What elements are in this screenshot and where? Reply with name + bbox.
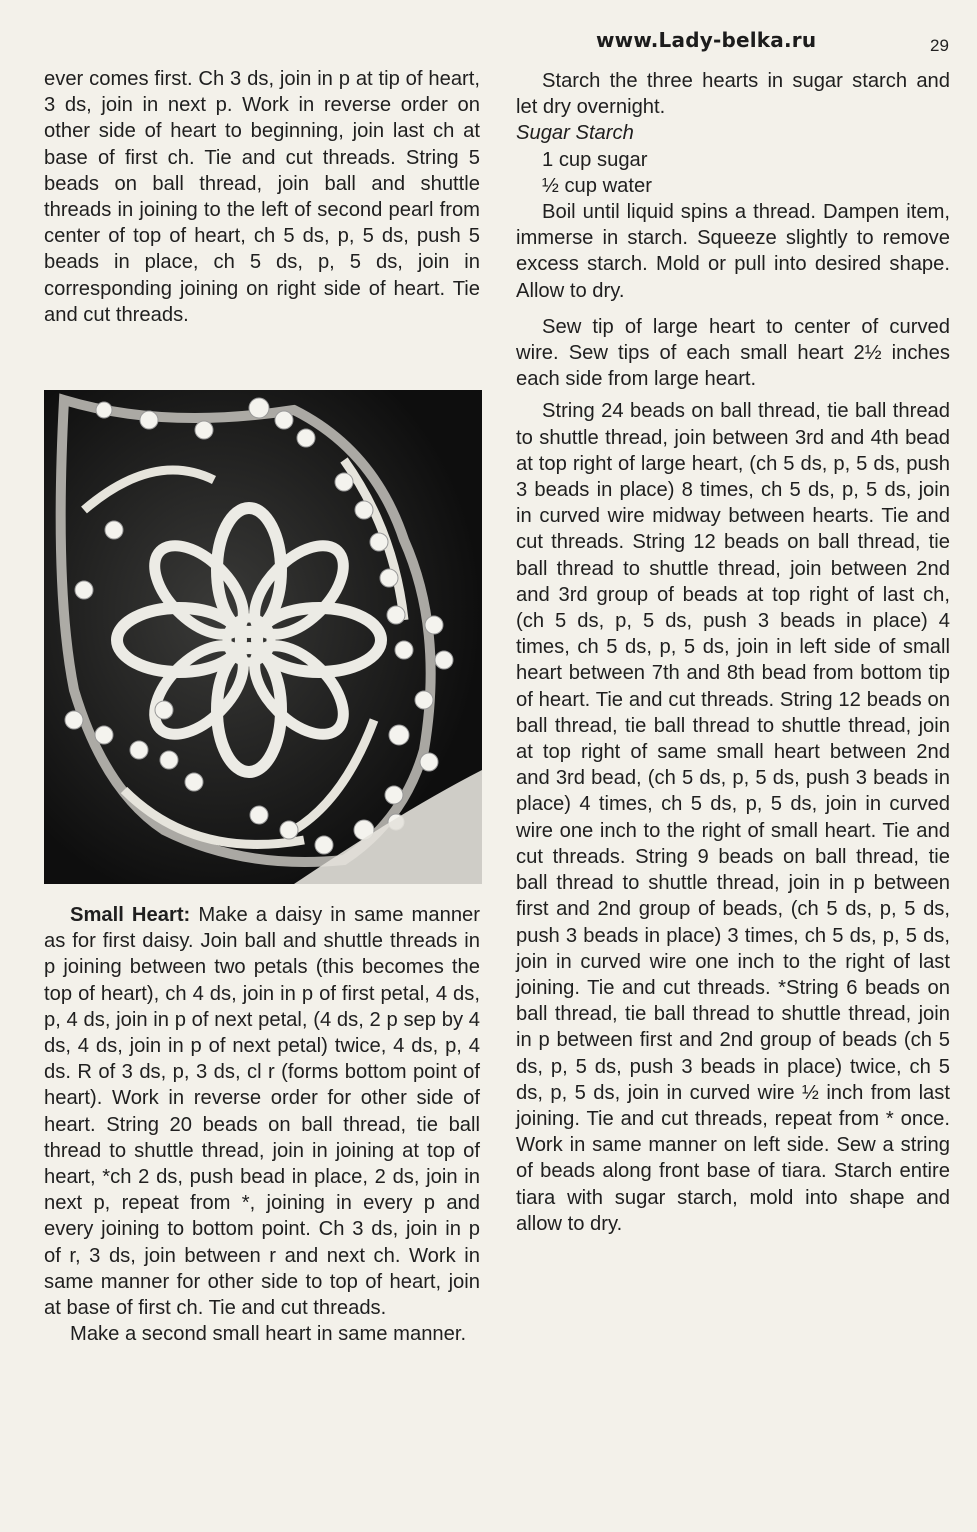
paragraph-heart-continuation: ever comes first. Ch 3 ds, join in p at tip of heart, 3 ds, join in next p. Work in reverse order on other side of heart to beginning, join last ch at base of first ch. Tie and cut threads. String 5 beads on ball thread, join ball and shuttle threads in joining to the left of second pearl from center of top of heart, ch 5 ds, p, 5 ds, push 5 beads in place, ch 5 ds, p, 5 ds, join in corresponding joining on right side of heart. Tie and cut threads.: [44, 68, 480, 326]
right-column: [516, 68, 950, 1237]
sugar-starch-heading: Sugar Starch: [516, 122, 634, 145]
page-number: 29: [930, 36, 949, 55]
small-heart-text: Make a daisy in same manner as for first daisy. Join ball and shuttle threads in p joining between two petals (this becomes the top of heart), ch 4 ds, join in p of first petal, 4 ds, p, 4 ds, join in p of next petal, (4 ds, 2 p sep by 4 ds, 4 ds, join in p of next petal) twice, 4 ds, p, 4 ds. R of 3 ds, p, 3 ds, cl r (forms bottom point of heart). Work in reverse order for other side of heart. String 20 beads on ball thread, tie ball thread to shuttle thread, join in joining at top of heart, *ch 2 ds, push bead in place, 2 ds, join in next p, repeat from *, joining in every p and every joining to bottom point. Ch 3 ds, join in p of r, 3 ds, join between r and next ch. Work in same manner for other side to top of heart, join at base of first ch. Tie and cut threads.: [44, 904, 480, 1320]
ingredient-sugar: 1 cup sugar: [542, 148, 648, 171]
ingredient-water: ½ cup water: [542, 174, 652, 197]
paragraph-boil: Boil until liquid spins a thread. Dampen item, immerse in starch. Squeeze slightly to remove excess starch. Mold or pull into desired shape. Allow to dry.: [516, 201, 950, 302]
lace-photo-graphic: [44, 390, 482, 884]
paragraph-string-beads: String 24 beads on ball thread, tie ball thread to shuttle thread, join between 3rd and 4th bead at top right of large heart, (ch 5 ds, p, 5 ds, push 3 beads in place) 8 times, ch 5 ds, p, 5 ds, join in curved wire midway between hearts. Tie and cut threads. String 12 beads on ball thread, tie ball thread to shuttle thread, join between 2nd and 3rd group of beads at top right of last ch, (ch 5 ds, p, 5 ds, push 3 beads in place) 4 times, ch 5 ds, p, 5 ds, join in left side of small heart between 7th and 8th bead from bottom tip of heart. Tie and cut threads. String 12 beads on ball thread, tie ball thread to shuttle thread, join at top right of same small heart between 2nd and 3rd bead, (ch 5 ds, p, 5 ds, push 3 beads in place) 4 times, ch 5 ds, p, 5 ds, join in curved wire one inch to the right of small heart. Tie and cut threads. String 9 beads on ball thread, tie ball thread to shuttle thread, join in p between first and 2nd group of beads, (ch 5 ds, p, 5 ds, push 3 beads in place) 3 times, ch 5 ds, p, 5 ds, join in curved wire one inch to the right of last joining. Tie and cut threads. *String 6 beads on ball thread, tie ball thread to shuttle thread, join in p between first and 2nd group of beads (ch 5 ds, p, 5 ds, push 3 beads in place) twice, ch 5 ds, p, 5 ds, join in curved wire ½ inch from last joining. Tie and cut threads, repeat from * once. Work in same manner on left side. Sew a string of beads along front base of tiara. Starch entire tiara with sugar starch, mold into shape and allow to dry.: [516, 400, 950, 1235]
paragraph-starch-intro: Starch the three hearts in sugar starch and let dry overnight.: [516, 70, 950, 119]
left-column-bottom: [44, 902, 480, 1347]
paragraph-sew: Sew tip of large heart to center of curved wire. Sew tips of each small heart 2½ inches each side from large heart.: [516, 315, 950, 391]
tatted-lace-photo: [44, 390, 482, 884]
watermark-url: www.Lady-belka.ru: [596, 28, 817, 52]
paragraph-small-heart: [44, 902, 480, 1321]
small-heart-heading: Small Heart:: [70, 904, 191, 926]
left-column-top: [44, 66, 480, 328]
paragraph-second-heart: Make a second small heart in same manner.: [70, 1323, 467, 1346]
